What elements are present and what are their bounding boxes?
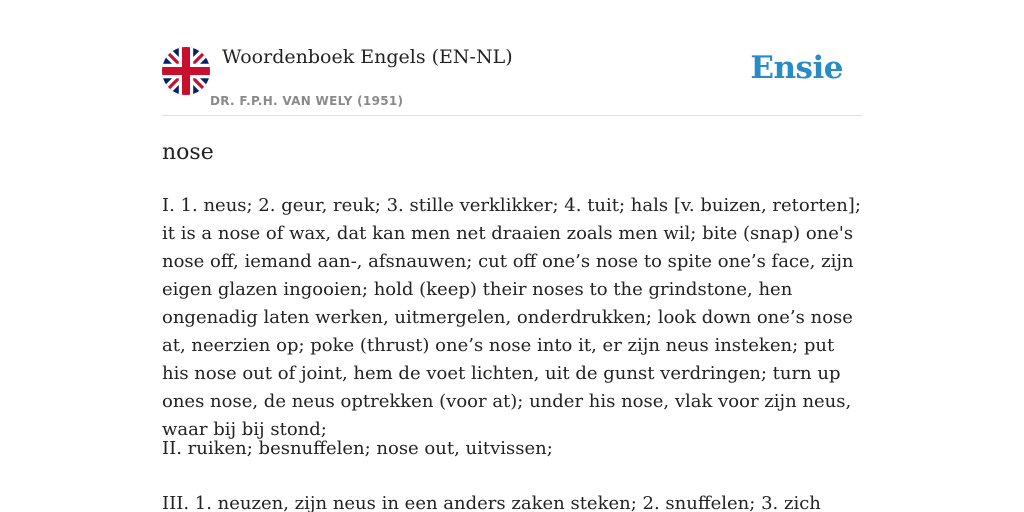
definition-paragraph-3: III. 1. neuzen, zijn neus in een anders zaken steken; 2. snuffelen; 3. zich: [162, 493, 821, 512]
dictionary-header: [162, 40, 862, 116]
ensie-logo-link[interactable]: Ensie: [750, 50, 843, 86]
definition-paragraph-2: II. ruiken; besnuffelen; nose out, uitvissen;: [162, 438, 553, 459]
dictionary-author: DR. F.P.H. VAN WELY (1951): [210, 94, 404, 108]
definition-paragraph-1: I. 1. neus; 2. geur, reuk; 3. stille verklikker; 4. tuit; hals [v. buizen, retorten]; it is a nose of wax, dat kan men net draaien zoals men wil; bite (snap) one's nose off, iemand aan-, afsnauwen; cut off one’s nose to spite one’s face, zijn eigen glazen ingooien; hold (keep) their noses to the grindstone, hen ongenadig laten werken, uitmergelen, onderdrukken; look down one’s nose at, neerzien op; poke (thrust) one’s nose into it, er zijn neus insteken; put his nose out of joint, hem de voet lichten, uit de gunst verdringen; turn up ones nose, de neus optrekken (voor at); under his nose, vlak voor zijn neus, waar bij bij stond;: [162, 195, 861, 440]
entry-headword: nose: [162, 140, 214, 165]
dictionary-title[interactable]: Woordenboek Engels (EN-NL): [222, 46, 513, 68]
uk-flag-icon: [162, 47, 210, 95]
